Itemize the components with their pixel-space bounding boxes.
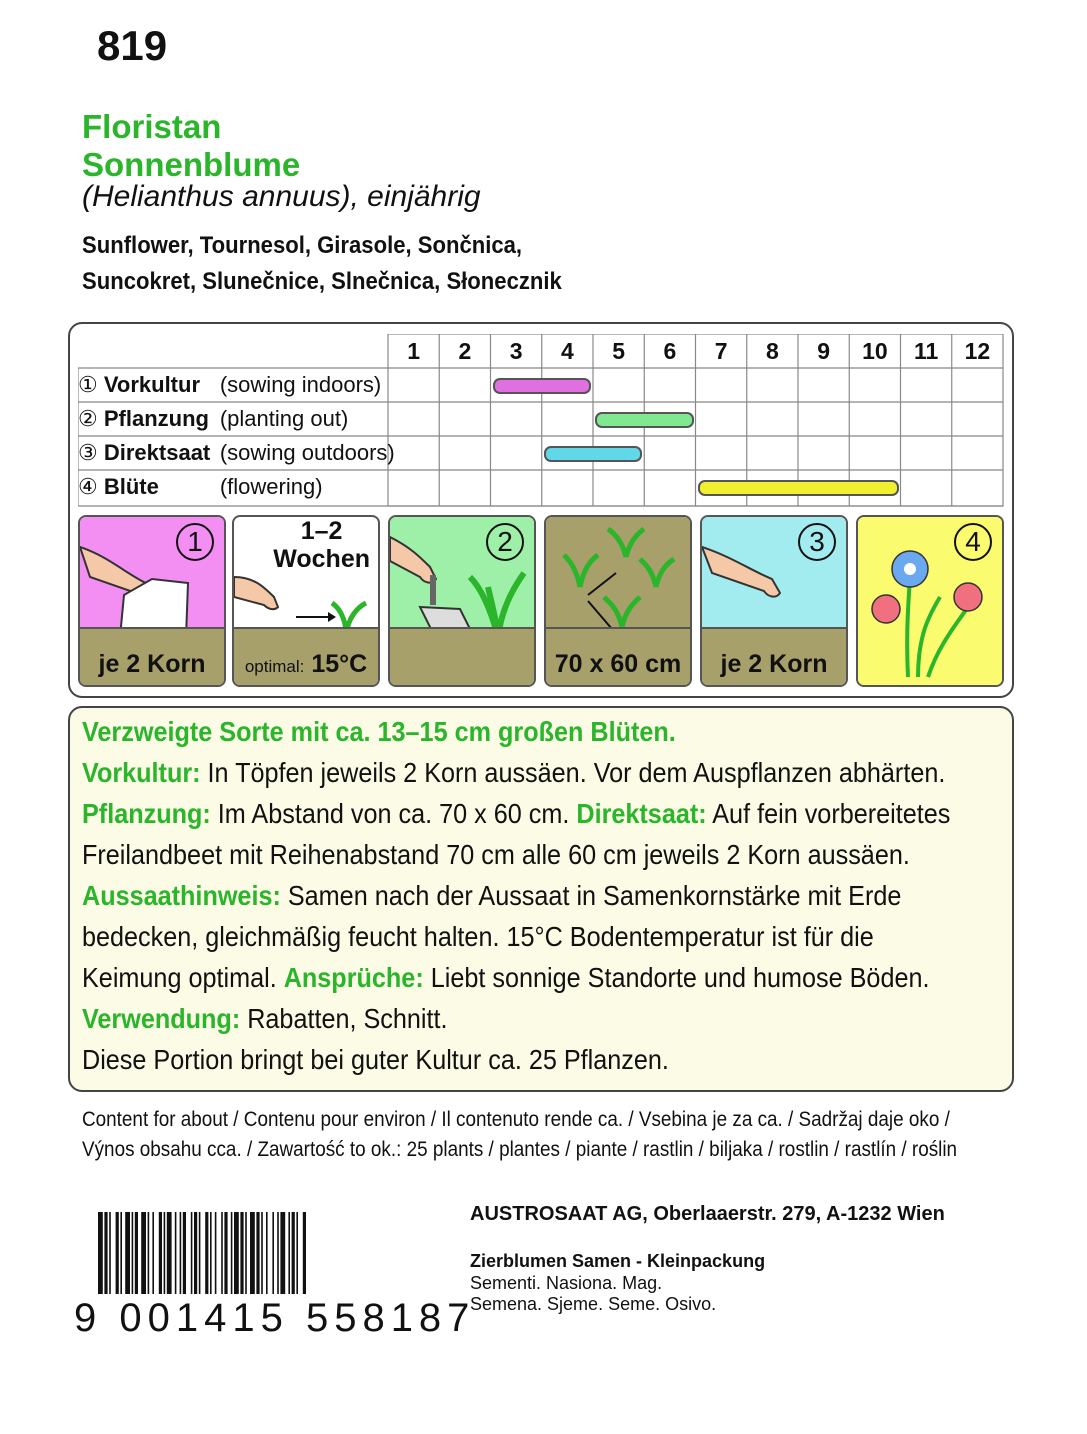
barcode-bar	[277, 1212, 279, 1294]
barcode-bar	[256, 1212, 259, 1294]
barcode-bar	[183, 1212, 186, 1294]
barcode-bar	[175, 1212, 177, 1294]
barcode-bar	[180, 1212, 182, 1294]
month-9: 9	[817, 338, 831, 364]
month-8: 8	[765, 338, 779, 364]
barcode-bar	[221, 1212, 223, 1294]
ean-number: 9 001415 558187	[74, 1296, 476, 1340]
barcode-bar	[234, 1212, 239, 1294]
row-translation: (sowing indoors)	[219, 372, 382, 397]
barcode-bar	[159, 1212, 162, 1294]
calendar-bar-pflanzung	[595, 412, 694, 428]
row-marker: ③	[78, 440, 98, 465]
germination-temperature: optimal: 15°C	[244, 650, 368, 678]
step-number-1: 1	[176, 523, 214, 561]
barcode-bar	[194, 1212, 197, 1294]
pictogram-sowing-indoors	[78, 515, 226, 687]
barcode-bar	[135, 1212, 138, 1294]
barcode-bar	[250, 1212, 255, 1294]
barcode-bar	[141, 1212, 146, 1294]
description-portion: Diese Portion bringt bei guter Kultur ca. 25 Pflanzen.	[82, 1044, 669, 1075]
row-marker: ②	[78, 406, 98, 431]
barcode-bar	[164, 1212, 166, 1294]
pictogram-planting-out	[388, 515, 536, 687]
row-name: Vorkultur	[103, 372, 201, 397]
calendar-bar-direktsaat	[544, 446, 643, 462]
barcode-bar	[148, 1212, 150, 1294]
month-5: 5	[612, 338, 626, 364]
pictogram-caption: je 2 Korn	[720, 650, 828, 678]
description-verwendung: Verwendung: Rabatten, Schnitt.	[82, 1003, 448, 1034]
barcode-bar	[240, 1212, 243, 1294]
description-ansprueche: Keimung optimal. Ansprüche: Liebt sonnige Standorte und humose Böden.	[82, 962, 930, 993]
month-6: 6	[663, 338, 677, 364]
calendar-row-label	[78, 470, 323, 504]
month-7: 7	[714, 338, 728, 364]
month-11: 11	[913, 338, 939, 364]
calendar-row-label	[78, 436, 395, 470]
plant-spacing-icon	[546, 517, 690, 637]
month-3: 3	[509, 338, 523, 364]
month-10: 10	[862, 338, 888, 364]
content-line-2: Výnos obsahu cca. / Zawartość to ok.: 25 plants / plantes / piante / rastlin / biljaka / rostlin / rastlín / roślin	[82, 1138, 958, 1161]
month-12: 12	[964, 338, 991, 364]
barcode-bar	[98, 1212, 103, 1294]
spacing-caption: 70 x 60 cm	[554, 650, 682, 678]
barcode-bar	[231, 1212, 233, 1294]
calendar-row-label	[78, 402, 348, 436]
row-translation: (sowing outdoors)	[219, 440, 395, 465]
barcode	[96, 1212, 442, 1308]
calendar-bar-vorkultur	[493, 378, 592, 394]
pictogram-caption: je 2 Korn	[98, 650, 206, 678]
row-name: Blüte	[103, 474, 159, 499]
description-vorkultur: Vorkultur: In Töpfen jeweils 2 Korn aussäen. Vor dem Auspflanzen abhärten.	[82, 757, 946, 788]
translations-line-2: Suncokret, Slunečnice, Slnečnica, Słonecznik	[82, 268, 562, 295]
barcode-bar	[191, 1212, 193, 1294]
step-number-3: 3	[798, 523, 836, 561]
barcode-bar	[224, 1212, 227, 1294]
barcode-bar	[210, 1212, 212, 1294]
germination-time: 1–2 Wochen	[273, 517, 370, 573]
barcode-bar	[245, 1212, 247, 1294]
month-1: 1	[407, 338, 421, 364]
barcode-bar	[215, 1212, 217, 1294]
row-translation: (flowering)	[219, 474, 323, 499]
soil-area	[390, 627, 534, 685]
barcode-bar	[296, 1212, 298, 1294]
latin-name: (Helianthus annuus), einjährig	[82, 180, 481, 213]
company-address: AUSTROSAAT AG, Oberlaaerstr. 279, A-1232 Wien	[470, 1203, 945, 1225]
barcode-bar	[280, 1212, 285, 1294]
calendar-bar-blüte	[698, 480, 899, 496]
barcode-bar	[205, 1212, 208, 1294]
barcode-bar	[288, 1212, 290, 1294]
month-4: 4	[560, 338, 574, 364]
barcode-bar	[272, 1212, 274, 1294]
barcode-bar	[303, 1212, 306, 1294]
article-number: 819	[97, 22, 168, 69]
barcode-bar	[266, 1212, 268, 1294]
barcode-bar	[152, 1212, 154, 1294]
calendar-row-label	[78, 368, 381, 402]
month-2: 2	[458, 338, 472, 364]
barcode-bar	[125, 1212, 130, 1294]
pictogram-germination	[232, 515, 380, 687]
content-line-1: Content for about / Contenu pour environ / Il contenuto rende ca. / Vsebina je za ca. / Sadržaj daje oko /	[82, 1108, 950, 1131]
pictogram-sowing-outdoors	[700, 515, 848, 687]
category-translations-1: Sementi. Nasiona. Mag.	[470, 1273, 663, 1293]
description-headline: Verzweigte Sorte mit ca. 13–15 cm großen Blüten.	[82, 716, 676, 747]
calendar-table	[78, 334, 1004, 508]
product-category: Zierblumen Samen - Kleinpackung	[470, 1251, 766, 1271]
barcode-bar	[104, 1212, 107, 1294]
description-aussaat-2: bedecken, gleichmäßig feucht halten. 15°C Bodentemperatur ist für die	[82, 921, 874, 952]
step-number-2: 2	[486, 523, 524, 561]
pictogram-spacing	[544, 515, 692, 687]
row-name: Pflanzung	[103, 406, 209, 431]
step-number-4: 4	[954, 523, 992, 561]
translations-line-1: Sunflower, Tournesol, Girasole, Sončnica,	[82, 232, 523, 259]
barcode-bar	[120, 1212, 122, 1294]
row-translation: (planting out)	[219, 406, 349, 431]
description-pflanzung: Pflanzung: Im Abstand von ca. 70 x 60 cm. Direktsaat: Auf fein vorbereitetes	[82, 798, 951, 829]
description-aussaat: Aussaathinweis: Samen nach der Aussaat in Samenkornstärke mit Erde	[82, 880, 902, 911]
description-direktsaat: Freilandbeet mit Reihenabstand 70 cm alle 60 cm jeweils 2 Korn aussäen.	[82, 839, 910, 870]
plant-name: Sonnenblume	[82, 146, 301, 183]
category-translations-2: Semena. Sjeme. Seme. Osivo.	[470, 1294, 717, 1314]
variety-name: Floristan	[82, 108, 222, 145]
barcode-bar	[261, 1212, 263, 1294]
row-marker: ④	[78, 474, 98, 499]
barcode-bar	[109, 1212, 111, 1294]
barcode-bar	[167, 1212, 172, 1294]
pictogram-flowering	[856, 515, 1004, 687]
barcode-bar	[116, 1212, 119, 1294]
barcode-bar	[199, 1212, 201, 1294]
barcode-bar	[292, 1212, 295, 1294]
row-name: Direktsaat	[103, 440, 211, 465]
barcode-bar	[132, 1212, 134, 1294]
row-marker: ①	[78, 372, 98, 397]
